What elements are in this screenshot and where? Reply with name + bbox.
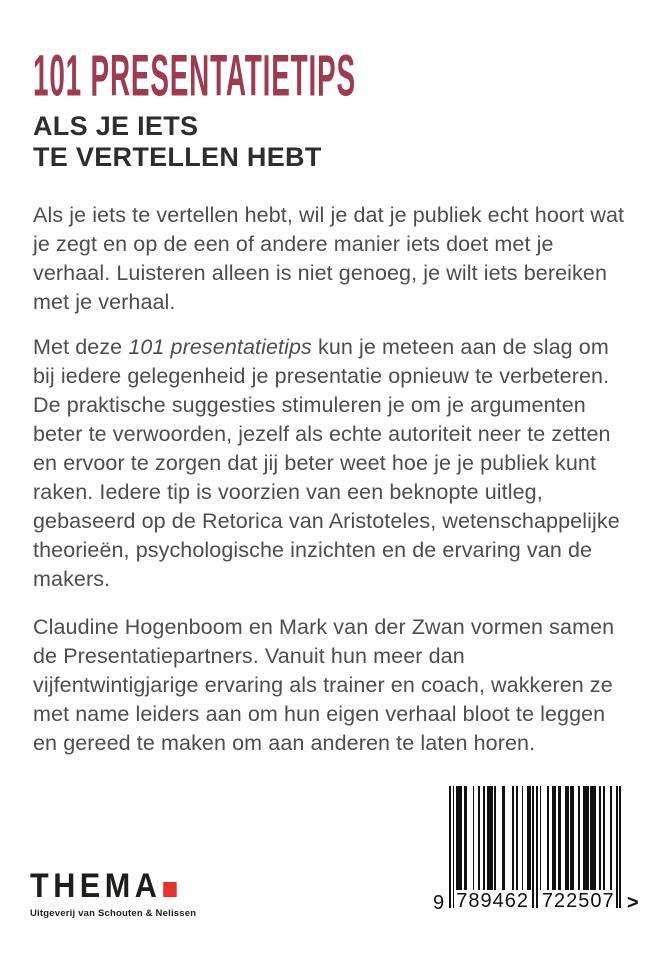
blurb-paragraph-1: Als je iets te vertellen hebt, wil je dat je publiek echt hoort wat je zegt en op de een of andere manier iets doet met je verhaal. Luisteren alleen is niet genoeg, je wilt iets bereiken met je verhaal.	[33, 203, 625, 314]
publisher-name: THEMA	[30, 867, 162, 905]
book-title: 101 PRESENTATIETIPS	[33, 44, 356, 110]
blurb-paragraph-2-suffix: kun je meteen aan de slag om bij iedere gelegenheid je presentatie opnieuw te verbeteren. De praktische suggesties stimuleren je om je argumenten beter te verwoorden, jezelf als echte autoriteit neer te zetten en ervoor te zorgen dat jij beter weet hoe je je publiek kunt raken. Iedere tip is voorzien van een beknopte uitleg, gebaseerd op de Retorica van Aristoteles, wetenschappelijke theorieën, psychologische inzichten en de ervaring van de makers.	[33, 335, 620, 591]
isbn-group-left: 789462	[456, 890, 530, 912]
publisher-red-square-icon	[163, 882, 177, 897]
isbn-group-right: 722507	[541, 890, 615, 912]
subtitle-line-2: TE VERTELLEN HEBT	[33, 142, 322, 172]
barcode-quiet-zone-arrow: >	[626, 892, 639, 914]
book-subtitle	[33, 111, 322, 173]
author-bio-paragraph: Claudine Hogenboom en Mark van der Zwan vormen samen de Presentatiepartners. Vanuit hun meer dan vijfentwintigjarige ervaring als trainer en coach, wakkeren ze met name leiders aan om hun eigen verhaal bloot te leggen en gereed te maken om aan anderen te laten horen.	[33, 615, 615, 755]
publisher-logo-row	[30, 867, 180, 906]
subtitle-line-1: ALS JE IETS	[33, 111, 199, 141]
book-title-inline-italic: 101 presentatietips	[128, 335, 312, 359]
blurb-paragraph-2-prefix: Met deze	[33, 335, 129, 359]
isbn-barcode	[433, 786, 639, 914]
publisher-tagline: Uitgeverij van Schouten & Nelissen	[30, 908, 197, 919]
blurb-paragraph-2	[33, 333, 633, 594]
publisher-logo	[30, 867, 196, 919]
isbn-leading-digit: 9	[433, 892, 445, 914]
barcode-module	[619, 786, 621, 908]
